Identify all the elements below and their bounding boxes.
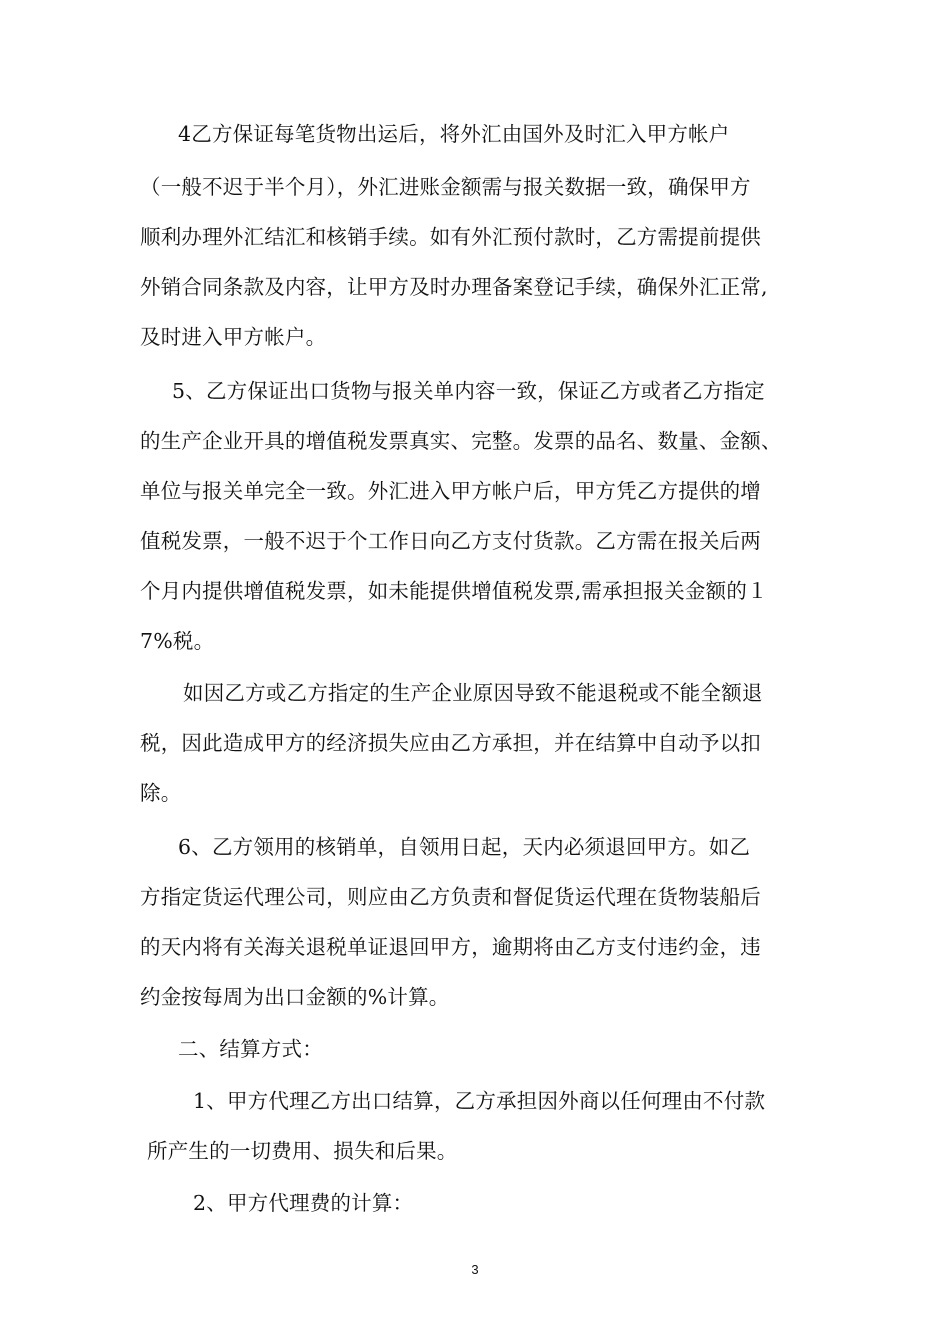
- section-heading: 二、结算方式：: [178, 1037, 323, 1061]
- text-line: 如因乙方或乙方指定的生产企业原因导致不能退税或不能全额退: [183, 681, 763, 705]
- text-line: 1、甲方代理乙方出口结算，乙方承担因外商以任何理由不付款: [193, 1089, 766, 1113]
- text-line: 税，因此造成甲方的经济损失应由乙方承担，并在结算中自动予以扣: [140, 731, 761, 755]
- text-line: 个月内提供增值税发票，如未能提供增值税发票,需承担报关金额的１: [140, 579, 768, 603]
- text-line: 4乙方保证每笔货物出运后，将外汇由国外及时汇入甲方帐户: [178, 122, 730, 146]
- page-number: 3: [471, 1262, 479, 1277]
- text-line: 6、乙方领用的核销单，自领用日起，天内必须退回甲方。如乙: [178, 835, 751, 859]
- text-line: 的生产企业开具的增值税发票真实、完整。发票的品名、数量、金额、: [140, 429, 782, 453]
- text-line: 的天内将有关海关退税单证退回甲方，逾期将由乙方支付违约金，违: [140, 935, 761, 959]
- text-line: 单位与报关单完全一致。外汇进入甲方帐户后，甲方凭乙方提供的增: [140, 479, 761, 503]
- text-line: 7%税。: [140, 629, 215, 653]
- text-line: 顺利办理外汇结汇和核销手续。如有外汇预付款时，乙方需提前提供: [140, 225, 761, 249]
- text-line: 方指定货运代理公司，则应由乙方负责和督促货运代理在货物装船后: [140, 885, 761, 909]
- text-line: 约金按每周为出口金额的%计算。: [140, 985, 450, 1009]
- text-line: 外销合同条款及内容，让甲方及时办理备案登记手续，确保外汇正常,: [140, 275, 768, 299]
- text-line: 值税发票，一般不迟于个工作日向乙方支付货款。乙方需在报关后两: [140, 529, 761, 553]
- text-line: 5、乙方保证出口货物与报关单内容一致，保证乙方或者乙方指定: [172, 379, 765, 403]
- text-line: （一般不迟于半个月），外汇进账金额需与报关数据一致，确保甲方: [140, 175, 751, 199]
- text-line: 及时进入甲方帐户。: [140, 325, 327, 349]
- text-line: 所产生的一切费用、损失和后果。: [147, 1139, 458, 1163]
- text-line: 除。: [140, 781, 182, 805]
- text-line: 2、甲方代理费的计算：: [193, 1191, 414, 1215]
